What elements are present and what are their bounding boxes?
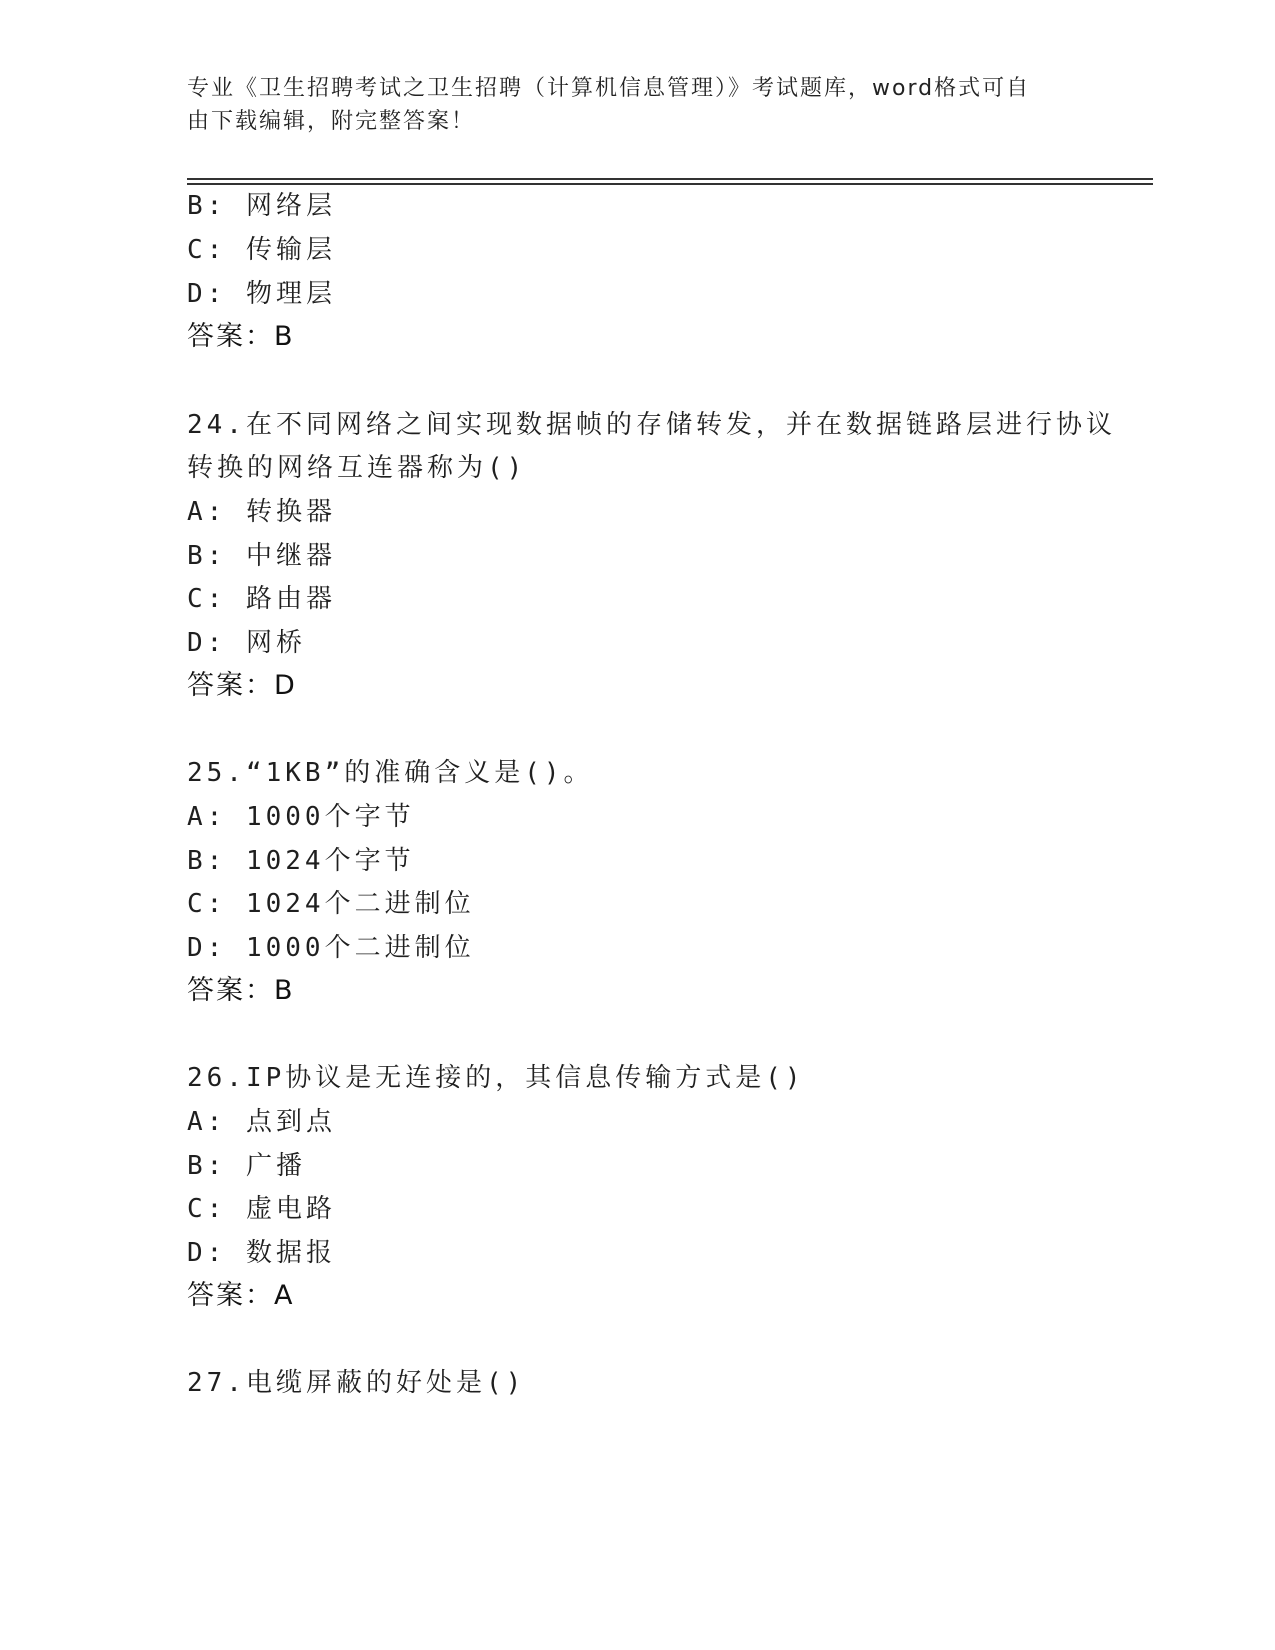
header-divider-top	[187, 178, 1153, 180]
prev-option-d: D: 物理层	[187, 279, 336, 309]
q27-stem: 27.电缆屏蔽的好处是()	[187, 1368, 526, 1398]
q26-option-d: D: 数据报	[187, 1238, 336, 1268]
q26-option-a: A: 点到点	[187, 1107, 336, 1137]
q24-stem-line-2: 转换的网络互连器称为()	[187, 453, 527, 483]
q25-option-b: B: 1024个字节	[187, 846, 415, 876]
prev-answer: 答案：B	[187, 321, 295, 352]
prev-option-c: C: 传输层	[187, 235, 336, 265]
q24-option-c: C: 路由器	[187, 584, 336, 614]
q24-option-b: B: 中继器	[187, 541, 336, 571]
prev-option-b: B: 网络层	[187, 191, 336, 221]
document-header	[187, 72, 1067, 138]
header-line-1: 专业《卫生招聘考试之卫生招聘（计算机信息管理）》考试题库，word格式可自	[187, 76, 1031, 101]
q24-option-d: D: 网桥	[187, 628, 306, 658]
q26-option-b: B: 广播	[187, 1151, 306, 1181]
q25-option-c: C: 1024个二进制位	[187, 889, 475, 919]
q26-answer: 答案：A	[187, 1280, 295, 1311]
q25-option-d: D: 1000个二进制位	[187, 933, 475, 963]
q25-answer: 答案：B	[187, 975, 295, 1006]
header-line-2: 由下载编辑，附完整答案！	[187, 109, 476, 134]
q25-option-a: A: 1000个字节	[187, 802, 415, 832]
q26-option-c: C: 虚电路	[187, 1194, 336, 1224]
q24-stem-line-1: 24.在不同网络之间实现数据帧的存储转发，并在数据链路层进行协议	[187, 410, 1116, 440]
q26-stem: 26.IP协议是无连接的，其信息传输方式是()	[187, 1063, 805, 1093]
q25-stem: 25.“1KB”的准确含义是()。	[187, 758, 594, 788]
header-divider-bottom	[187, 183, 1153, 185]
q24-answer: 答案：D	[187, 670, 297, 701]
q24-option-a: A: 转换器	[187, 497, 336, 527]
